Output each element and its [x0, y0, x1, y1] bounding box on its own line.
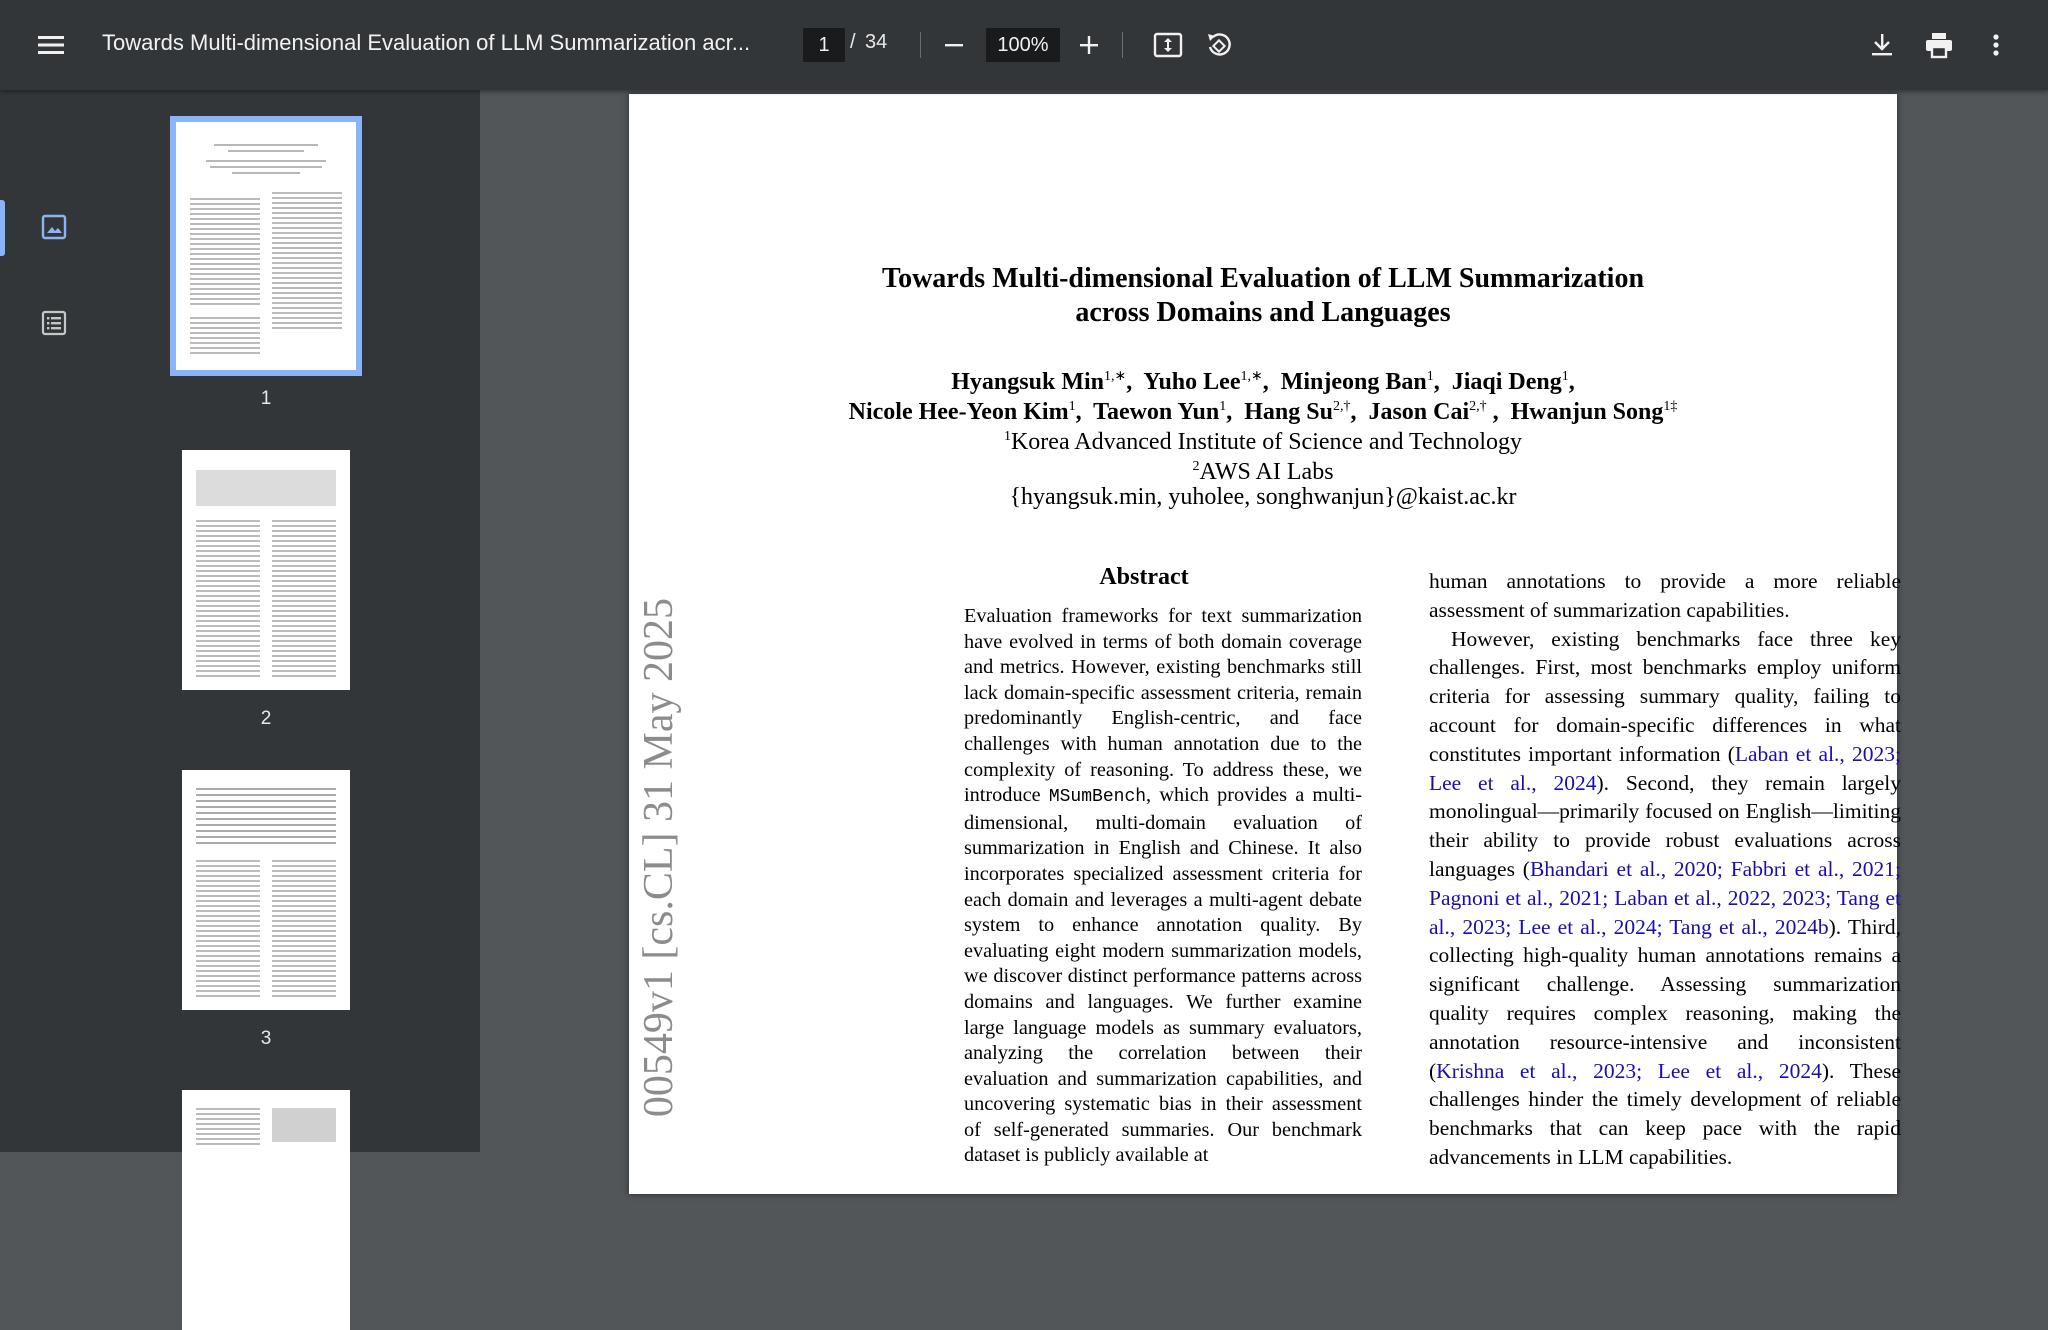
zoom-out-button[interactable]	[934, 25, 974, 65]
citation-link[interactable]: Krishna et al., 2023; Lee et al., 2024	[1436, 1058, 1822, 1083]
outline-icon	[41, 310, 67, 336]
menu-icon	[38, 35, 64, 55]
pdf-page	[629, 94, 1901, 1194]
zoom-in-icon	[1079, 35, 1099, 55]
intro-text-column: human annotations to provide a more reliable assessment of summarization capabilities. However, existing benchmarks face three key challenges. First, most benchmarks employ uniform criteria for assessing summary quality, failing to account for domain-specific differences in what constitutes important information (Laban et al., 2023; Lee et al., 2024). Second, they remain largely monolingual—primarily focused on English—limiting their ability to provide robust evaluations across languages (Bhandari et al., 2020; Fabbri et al., 2021; Pagnoni et al., 2021; Laban et al., 2022, 2023; Tang et al., 2023; Lee et al., 2024; Tang et al., 2024b). Third, collecting high-quality human annotations remains a significant challenge. Assessing summarization quality requires complex reasoning, making the annotation resource-intensive and inconsistent (Krishna et al., 2023; Lee et al., 2024). These challenges hinder the timely development of reliable benchmarks that can keep pace with the rapid advancements in LLM capabilities.	[1429, 569, 1901, 1169]
download-icon	[1871, 33, 1893, 57]
thumbnail-view-button[interactable]	[34, 207, 74, 247]
citation-link[interactable]: Bhandari et al., 2020; Fabbri et al., 2021; Pagnoni et al., 2021; Laban et al., 2022, 2023; Tang et al., 2023; Lee et al., 2024; Tang et al., 2024b	[1429, 856, 1901, 939]
paper-title-line2: across Domains and Languages	[1075, 297, 1451, 328]
page-total: 34	[865, 31, 888, 53]
citation-link[interactable]: Laban et al., 2023; Lee et al., 2024	[1429, 741, 1901, 795]
thumbnail-label: 2	[260, 708, 272, 729]
abstract-text: Evaluation frameworks for text summarization have evolved in terms of both domain coverage and metrics. However, existing benchmarks still lack domain-specific assessment criteria, remain predominantly English-centric, and face challenges with human annotation due to the complexity of reasoning. To address these, we introduce MSumBench, which provides a multi-dimensional, multi-domain evaluation of summarization in English and Chinese. It also incorporates specialized assessment criteria for each domain and leverages a multi-agent debate system to enhance annotation quality. By evaluating eight modern summarization models, we discover distinct performance patterns across domains and languages. We further examine large language models as summary evaluators, analyzing the correlation between their evaluation and summarization capabilities, and uncovering systematic bias in their assessment of self-generated summaries. Our benchmark dataset is publicly available at	[964, 605, 1362, 1167]
download-button[interactable]	[1862, 25, 1902, 65]
sidebar-rail	[0, 90, 106, 1152]
document-viewer[interactable]	[480, 90, 2048, 1169]
affiliation-2: $^2$AWS AI Labs	[1192, 459, 1334, 485]
fit-page-icon	[1153, 32, 1183, 58]
author-emails: {hyangsuk.min, yuholee, songhwanjun}@kaist.ac.kr	[1009, 484, 1517, 510]
more-vert-icon	[1992, 33, 2000, 57]
rotate-button[interactable]	[1199, 25, 1239, 65]
menu-button[interactable]	[30, 24, 72, 66]
author-line-2: Nicole Hee-Yeon Kim$^1$, Taewon Yun$^1$, Hang $Su^{2,\dagger}$, Jason Cai$^{2,\dagger}$ , Hwanjun Song$^{1\ddagger}$	[848, 399, 1678, 425]
outline-view-button[interactable]	[34, 303, 74, 343]
affiliation-1: $^1$Korea Advanced Institute of Science and Technology	[1003, 429, 1523, 455]
page-thumbnail-1[interactable]	[176, 122, 356, 370]
arxiv-identifier-stamp: 00549v1 [cs.CL] 31 May 2025	[636, 598, 682, 1118]
pdf-toolbar	[0, 0, 2048, 90]
zoom-out-icon	[944, 35, 964, 55]
thumbnails-icon	[41, 214, 67, 240]
active-view-indicator	[0, 200, 5, 256]
paper-title-line1: Towards Multi-dimensional Evaluation of LLM Summarization	[881, 263, 1645, 294]
thumbnail-label: 1	[260, 388, 272, 409]
print-icon	[1925, 32, 1953, 58]
print-button[interactable]	[1919, 25, 1959, 65]
page-number-input[interactable]	[803, 28, 845, 62]
toolbar-divider	[920, 32, 921, 58]
page-thumbnail-2[interactable]	[182, 450, 350, 690]
page-thumbnail-4[interactable]	[182, 1090, 350, 1330]
zoom-in-button[interactable]	[1069, 25, 1109, 65]
abstract-heading: Abstract	[1099, 564, 1189, 590]
page-separator: /	[850, 31, 856, 53]
thumbnail-pane	[106, 90, 480, 1152]
page-thumbnail-3[interactable]	[182, 770, 350, 1010]
thumbnail-label: 3	[260, 1028, 272, 1049]
toolbar-divider	[1122, 32, 1123, 58]
fit-page-button[interactable]	[1148, 25, 1188, 65]
more-actions-button[interactable]	[1976, 25, 2016, 65]
author-line-1: Hyangsuk Min$^{1,∗}$, Yuho Lee$^{1,∗}$, Minjeong Ban$^1$, Jiaqi Deng$^1$,	[951, 369, 1575, 395]
document-title: Towards Multi-dimensional Evaluation of LLM Summarization acr...	[102, 30, 751, 55]
zoom-input[interactable]	[986, 28, 1060, 62]
rotate-icon	[1205, 31, 1233, 59]
